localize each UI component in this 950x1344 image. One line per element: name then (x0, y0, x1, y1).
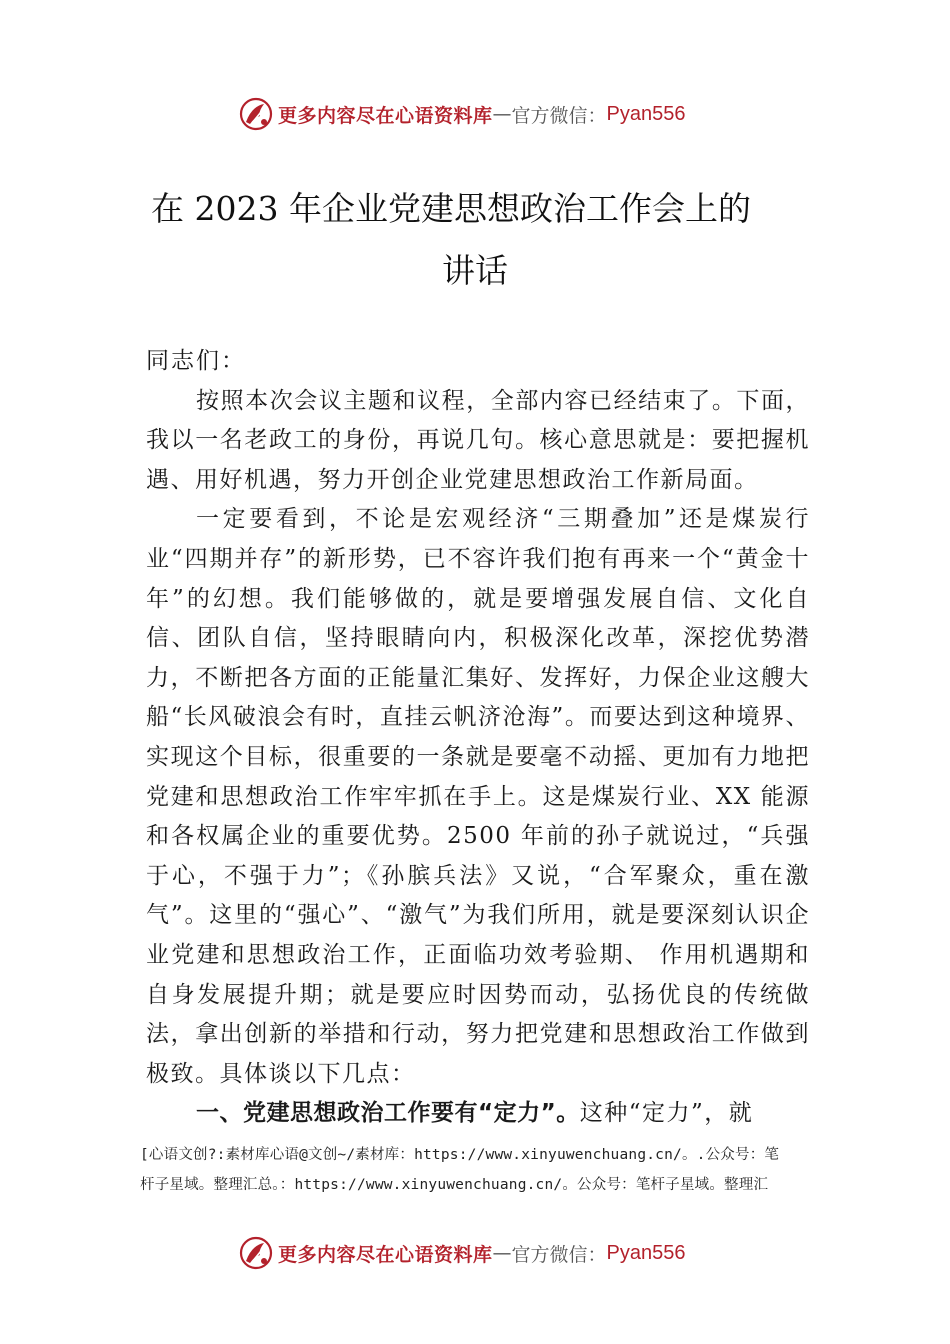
banner-separator: — (492, 1242, 512, 1264)
banner-wechat-label: 官方微信： (511, 1243, 607, 1266)
banner-brand-text: 更多内容尽在心语资料库 (278, 104, 493, 127)
footer-line-2: 杆子星域。整理汇总。：https://www.xinyuwenchuang.cn/。公众号：笔杆子星域。整理汇 (140, 1177, 769, 1193)
title-line-2: 讲话 (442, 251, 508, 290)
banner-wechat-label: 官方微信： (511, 104, 607, 127)
banner-wechat-id: Pyan556 (606, 1241, 686, 1264)
document-title (140, 178, 810, 302)
brand-logo-icon (238, 1235, 274, 1271)
title-line-1: 在 2023 年企业党建思想政治工作会上的 (151, 189, 751, 228)
section-heading-tail: 这种“定力”，就 (579, 1100, 754, 1127)
document-body (146, 342, 810, 1134)
brand-logo-icon (238, 96, 274, 132)
watermark-banner-top (238, 94, 758, 134)
section-heading-paragraph (146, 1094, 810, 1134)
watermark-banner-bottom (238, 1233, 758, 1273)
footer-line-1: [心语文创?:素材库心语@文创~/素材库：https://www.xinyuwenchuang.cn/。.公众号：笔 (140, 1147, 780, 1163)
banner-brand-text: 更多内容尽在心语资料库 (278, 1243, 493, 1266)
greeting: 同志们： (146, 348, 246, 374)
banner-separator: — (492, 103, 512, 125)
source-footer (140, 1140, 840, 1200)
paragraph-2: 一定要看到，不论是宏观经济“三期叠加”还是煤炭行业“四期并存”的新形势，已不容许我们抱有再来一个“黄金十年”的幻想。我们能够做的，就是要增强发展自信、文化自信、团队自信，坚持眼睛向内，积极深化改革，深挖优势潜力，不断把各方面的正能量汇集好、发挥好，力保企业这艘大船“长风破浪会有时，直挂云帆济沧海”。而要达到这种境界、实现这个目标，很重要的一条就是要毫不动摇、更加有力地把党建和思想政治工作牢牢抓在手上。这是煤炭行业、XX 能源和各权属企业的重要优势。2500 年前的孙子就说过，“兵强于心，不强于力”；《孙膑兵法》又说，“合军聚众，重在激气”。这里的“强心”、“激气”为我们所用，就是要深刻认识企业党建和思想政治工作，正面临功效考验期、 作用机遇期和自身发展提升期；就是要应时因势而动，弘扬优良的传统做法，拿出创新的举措和行动，努力把党建和思想政治工作做到极致。具体谈以下几点： (146, 506, 810, 1087)
section-heading-1: 一、党建思想政治工作要有“定力”。 (196, 1100, 580, 1127)
paragraph-1: 按照本次会议主题和议程，全部内容已经结束了。下面，我以一名老政工的身份，再说几句。核心意思就是：要把握机遇、用好机遇，努力开创企业党建思想政治工作新局面。 (146, 387, 810, 493)
banner-wechat-id: Pyan556 (606, 102, 686, 125)
